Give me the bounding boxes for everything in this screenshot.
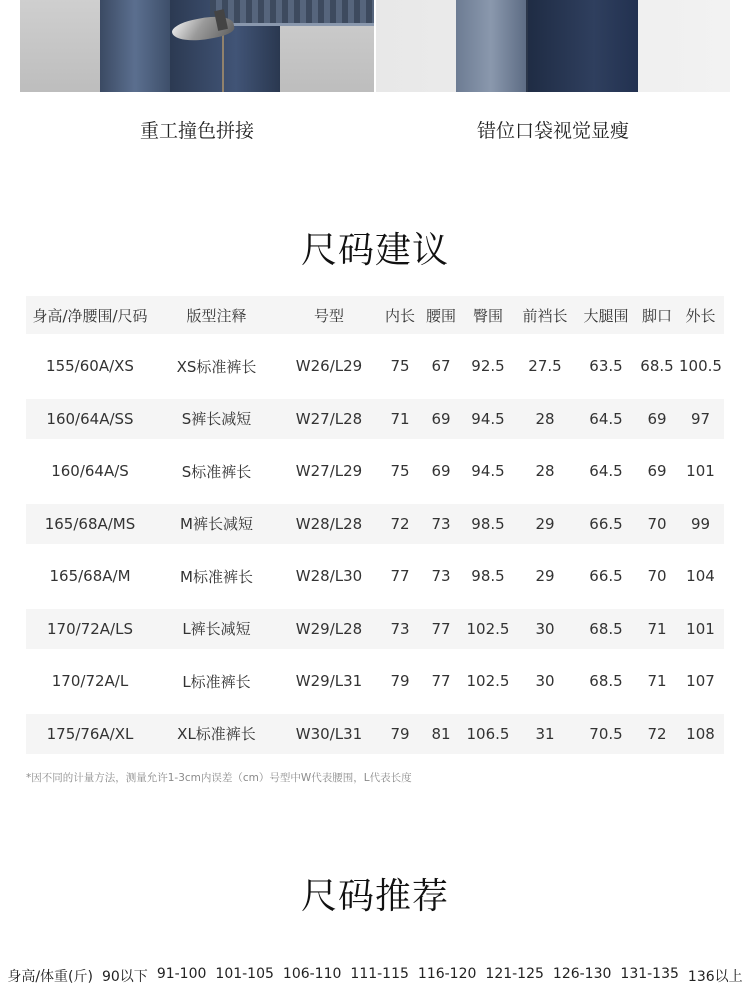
table-cell: 108 bbox=[686, 724, 715, 743]
table-row bbox=[26, 451, 724, 491]
recommend-header-cell: 126-130 bbox=[552, 966, 612, 982]
table-cell: 66.5 bbox=[589, 567, 623, 585]
table-cell: 175/76A/XL bbox=[46, 724, 134, 743]
table-cell: 64.5 bbox=[589, 409, 623, 428]
table-cell: 75 bbox=[390, 462, 410, 480]
table-cell: 73 bbox=[431, 567, 451, 585]
table-cell: 81 bbox=[431, 724, 451, 743]
table-cell: 68.5 bbox=[589, 672, 623, 690]
feature-caption: 重工撞色拼接 bbox=[139, 120, 254, 142]
table-cell: 72 bbox=[647, 724, 667, 743]
table-cell: 101 bbox=[686, 619, 715, 638]
jeans-leg bbox=[100, 0, 170, 92]
table-cell: W30/L31 bbox=[295, 724, 363, 743]
table-cell: W28/L28 bbox=[295, 514, 363, 533]
size-section-title: 尺码建议 bbox=[300, 230, 449, 271]
table-cell: 31 bbox=[535, 724, 555, 743]
table-cell: 30 bbox=[535, 619, 555, 638]
table-cell: 107 bbox=[686, 672, 715, 690]
table-cell: 75 bbox=[390, 357, 410, 375]
header-cell: 大腿围 bbox=[583, 306, 629, 325]
table-cell: 77 bbox=[390, 567, 410, 585]
size-table bbox=[26, 296, 724, 766]
header-cell: 外长 bbox=[685, 306, 716, 325]
table-cell: W27/L28 bbox=[295, 409, 363, 428]
header-cell: 脚口 bbox=[641, 306, 672, 325]
table-cell: W29/L28 bbox=[295, 619, 363, 638]
measurement-note: *因不同的计量方法，测量允许1-3cm内误差（cm）号型中W代表腰围，L代表长度 bbox=[26, 772, 412, 784]
table-header bbox=[26, 296, 724, 334]
table-cell: 70 bbox=[647, 514, 667, 533]
table-cell: 63.5 bbox=[589, 357, 623, 375]
recommend-header-cell: 131-135 bbox=[620, 966, 679, 982]
header-cell: 内长 bbox=[384, 306, 415, 325]
table-cell: 77 bbox=[431, 672, 451, 690]
product-photos bbox=[20, 0, 730, 92]
header-cell: 版型注释 bbox=[186, 306, 247, 325]
table-cell: 69 bbox=[431, 462, 451, 480]
table-row bbox=[26, 346, 724, 386]
table-cell: 73 bbox=[390, 619, 410, 638]
table-cell: L标准裤长 bbox=[182, 672, 251, 691]
recommend-header-cell: 身高/体重(斤) bbox=[7, 969, 93, 985]
table-cell: 70.5 bbox=[589, 724, 623, 743]
recommend-header-cell: 91-100 bbox=[156, 966, 207, 982]
product-photo-legs bbox=[376, 0, 730, 92]
table-cell: 69 bbox=[647, 409, 667, 428]
table-cell: 106.5 bbox=[466, 724, 510, 743]
recommend-header-cell: 136以上 bbox=[687, 969, 743, 985]
header-cell: 臀围 bbox=[472, 306, 503, 325]
table-cell: 100.5 bbox=[679, 357, 722, 375]
table-cell: 28 bbox=[535, 409, 555, 428]
recommend-header-cell: 101-105 bbox=[215, 966, 274, 982]
table-cell: W29/L31 bbox=[295, 672, 363, 690]
table-cell: XS标准裤长 bbox=[176, 357, 257, 376]
recommend-header-cell: 116-120 bbox=[417, 966, 477, 982]
table-cell: 71 bbox=[647, 672, 667, 690]
table-cell: 72 bbox=[390, 514, 410, 533]
table-cell: 160/64A/SS bbox=[46, 409, 134, 428]
table-cell: 94.5 bbox=[471, 462, 505, 480]
table-cell: 66.5 bbox=[589, 514, 623, 533]
table-cell: 165/68A/M bbox=[49, 567, 131, 585]
table-cell: M标准裤长 bbox=[180, 567, 253, 586]
table-cell: 165/68A/MS bbox=[44, 514, 136, 533]
recommend-header-cell: 111-115 bbox=[350, 966, 409, 982]
table-cell: 104 bbox=[686, 567, 715, 585]
table-cell: 101 bbox=[686, 462, 715, 480]
table-cell: 98.5 bbox=[471, 514, 505, 533]
recommend-header-cell: 106-110 bbox=[282, 966, 342, 982]
table-row bbox=[26, 714, 724, 754]
table-cell: 170/72A/L bbox=[51, 672, 129, 690]
table-cell: L裤长减短 bbox=[182, 620, 251, 638]
table-cell: 30 bbox=[535, 672, 555, 690]
table-row bbox=[26, 609, 724, 649]
table-cell: 71 bbox=[647, 619, 667, 638]
table-cell: 102.5 bbox=[466, 619, 510, 638]
feature-caption: 错位口袋视觉显瘦 bbox=[476, 120, 629, 142]
table-cell: 70 bbox=[647, 567, 667, 585]
table-cell: 102.5 bbox=[466, 672, 510, 690]
header-cell: 身高/净腰围/尺码 bbox=[32, 306, 148, 325]
table-cell: 155/60A/XS bbox=[46, 357, 134, 375]
recommend-header-cell: 90以下 bbox=[101, 969, 148, 985]
table-cell: W28/L30 bbox=[295, 567, 363, 585]
table-row bbox=[26, 504, 724, 544]
table-cell: 68.5 bbox=[640, 357, 674, 375]
product-photo-shoe bbox=[20, 0, 374, 92]
table-cell: 28 bbox=[535, 462, 555, 480]
table-cell: 98.5 bbox=[471, 567, 505, 585]
table-cell: 69 bbox=[431, 409, 451, 428]
table-row bbox=[26, 556, 724, 596]
table-cell: 94.5 bbox=[471, 409, 505, 428]
table-cell: 160/64A/S bbox=[51, 462, 129, 480]
table-cell: W27/L29 bbox=[295, 462, 363, 480]
table-cell: 79 bbox=[390, 672, 410, 690]
table-cell: 29 bbox=[535, 514, 555, 533]
recommend-section-title: 尺码推荐 bbox=[300, 876, 449, 917]
table-cell: 68.5 bbox=[589, 619, 623, 638]
header-cell: 号型 bbox=[313, 306, 344, 325]
table-cell: 69 bbox=[647, 462, 667, 480]
table-cell: 77 bbox=[431, 619, 451, 638]
table-cell: 67 bbox=[431, 357, 451, 375]
table-cell: 73 bbox=[431, 514, 451, 533]
jeans-hem bbox=[210, 0, 374, 26]
table-cell: W26/L29 bbox=[295, 357, 363, 375]
table-row bbox=[26, 399, 724, 439]
table-row bbox=[26, 661, 724, 701]
recommend-header-cell: 121-125 bbox=[485, 966, 544, 982]
header-cell: 前裆长 bbox=[522, 306, 568, 325]
table-cell: 79 bbox=[390, 724, 410, 743]
table-cell: 27.5 bbox=[528, 357, 562, 375]
table-cell: M裤长减短 bbox=[180, 515, 253, 533]
table-cell: 97 bbox=[690, 409, 711, 428]
table-cell: 170/72A/LS bbox=[47, 619, 133, 638]
recommend-header-row bbox=[0, 966, 750, 990]
table-cell: S标准裤长 bbox=[181, 462, 252, 481]
table-cell: 99 bbox=[690, 514, 711, 533]
table-cell: 64.5 bbox=[589, 462, 623, 480]
header-cell: 腰围 bbox=[425, 306, 456, 325]
table-cell: S裤长减短 bbox=[181, 410, 252, 428]
table-cell: 71 bbox=[390, 409, 410, 428]
table-cell: XL标准裤长 bbox=[177, 725, 256, 743]
table-cell: 29 bbox=[535, 567, 555, 585]
table-cell: 92.5 bbox=[471, 357, 505, 375]
